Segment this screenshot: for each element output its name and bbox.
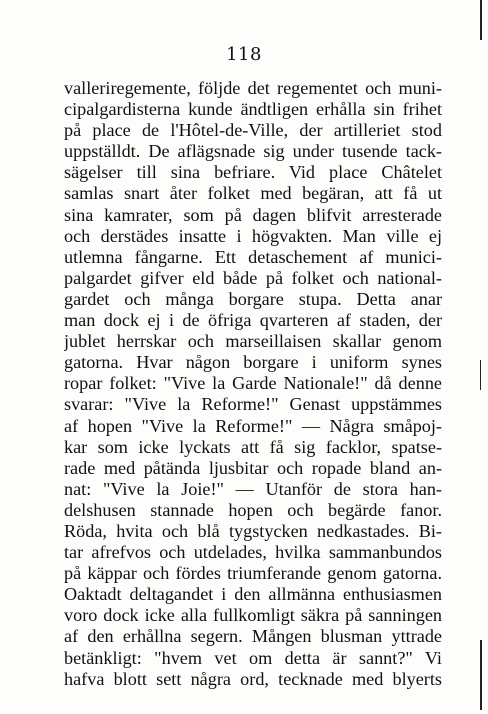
text-line: delshusen stannade hopen och begärde fanor. [64, 499, 442, 520]
text-line: nat: "Vive la Joie!" — Utanför de stora han- [64, 478, 442, 499]
text-line: kar som icke lyckats att få sig facklor, spatse- [64, 436, 442, 457]
text-line: gardet och många borgare stupa. Detta anar [64, 288, 442, 309]
text-line: man dock ej i de öfriga qvarteren af staden, der [64, 310, 442, 331]
text-line: uppställdt. De aflägsnade sig under tusende tack- [64, 141, 442, 162]
text-line: på käppar och fördes triumferande genom gatorna. [64, 563, 442, 584]
text-line: på place de l'Hôtel-de-Ville, der artilleriet stod [64, 120, 442, 141]
text-line: sägelser till sina befriare. Vid place Châtelet [64, 162, 442, 183]
text-line: Röda, hvita och blå tygstycken nedkastades. Bi- [64, 520, 442, 541]
text-line: sina kamrater, som på dagen blifvit arresterade [64, 204, 442, 225]
right-edge-mark [480, 0, 482, 40]
text-line: betänkligt: "hvem vet om detta är sannt?" Vi [64, 647, 442, 668]
text-line: palgardet gifver eld både på folket och national- [64, 267, 442, 288]
right-edge-mark [480, 640, 482, 710]
text-line: samlas snart åter folket med begäran, att få ut [64, 183, 442, 204]
text-line: ropar folket: "Vive la Garde Nationale!" då denne [64, 373, 442, 394]
text-line: valleriregemente, följde det regementet och muni- [64, 78, 442, 98]
text-line: gatorna. Hvar någon borgare i uniform synes [64, 352, 442, 373]
text-line: och derstädes insatte i högvakten. Man ville ej [64, 225, 442, 246]
right-edge-mark [480, 360, 481, 390]
text-line: tar afrefvos och utdelades, hvilka sammanbundos [64, 542, 442, 563]
text-line: utlemna fångarne. Ett detaschement af munici- [64, 246, 442, 267]
body-text [64, 78, 442, 690]
text-line: jublet herrskar och marseillaisen skallar genom [64, 331, 442, 352]
text-line: af den erhållna segern. Mången blusman yttrade [64, 626, 442, 647]
text-line: hafva blott sett några ord, tecknade med blyerts [64, 668, 442, 689]
text-line: af hopen "Vive la Reforme!" — Några småpoj- [64, 415, 442, 436]
page-number: 118 [226, 44, 262, 65]
text-line: voro dock icke alla fullkomligt säkra på sanningen [64, 605, 442, 626]
text-line: cipalgardisterna kunde ändtligen erhålla sin frihet [64, 99, 442, 120]
text-line: Oaktadt deltagandet i den allmänna enthusiasmen [64, 584, 442, 605]
text-line: svarar: "Vive la Reforme!" Genast uppstämmes [64, 394, 442, 415]
text-line: rade med påtända ljusbitar och ropade bland an- [64, 457, 442, 478]
